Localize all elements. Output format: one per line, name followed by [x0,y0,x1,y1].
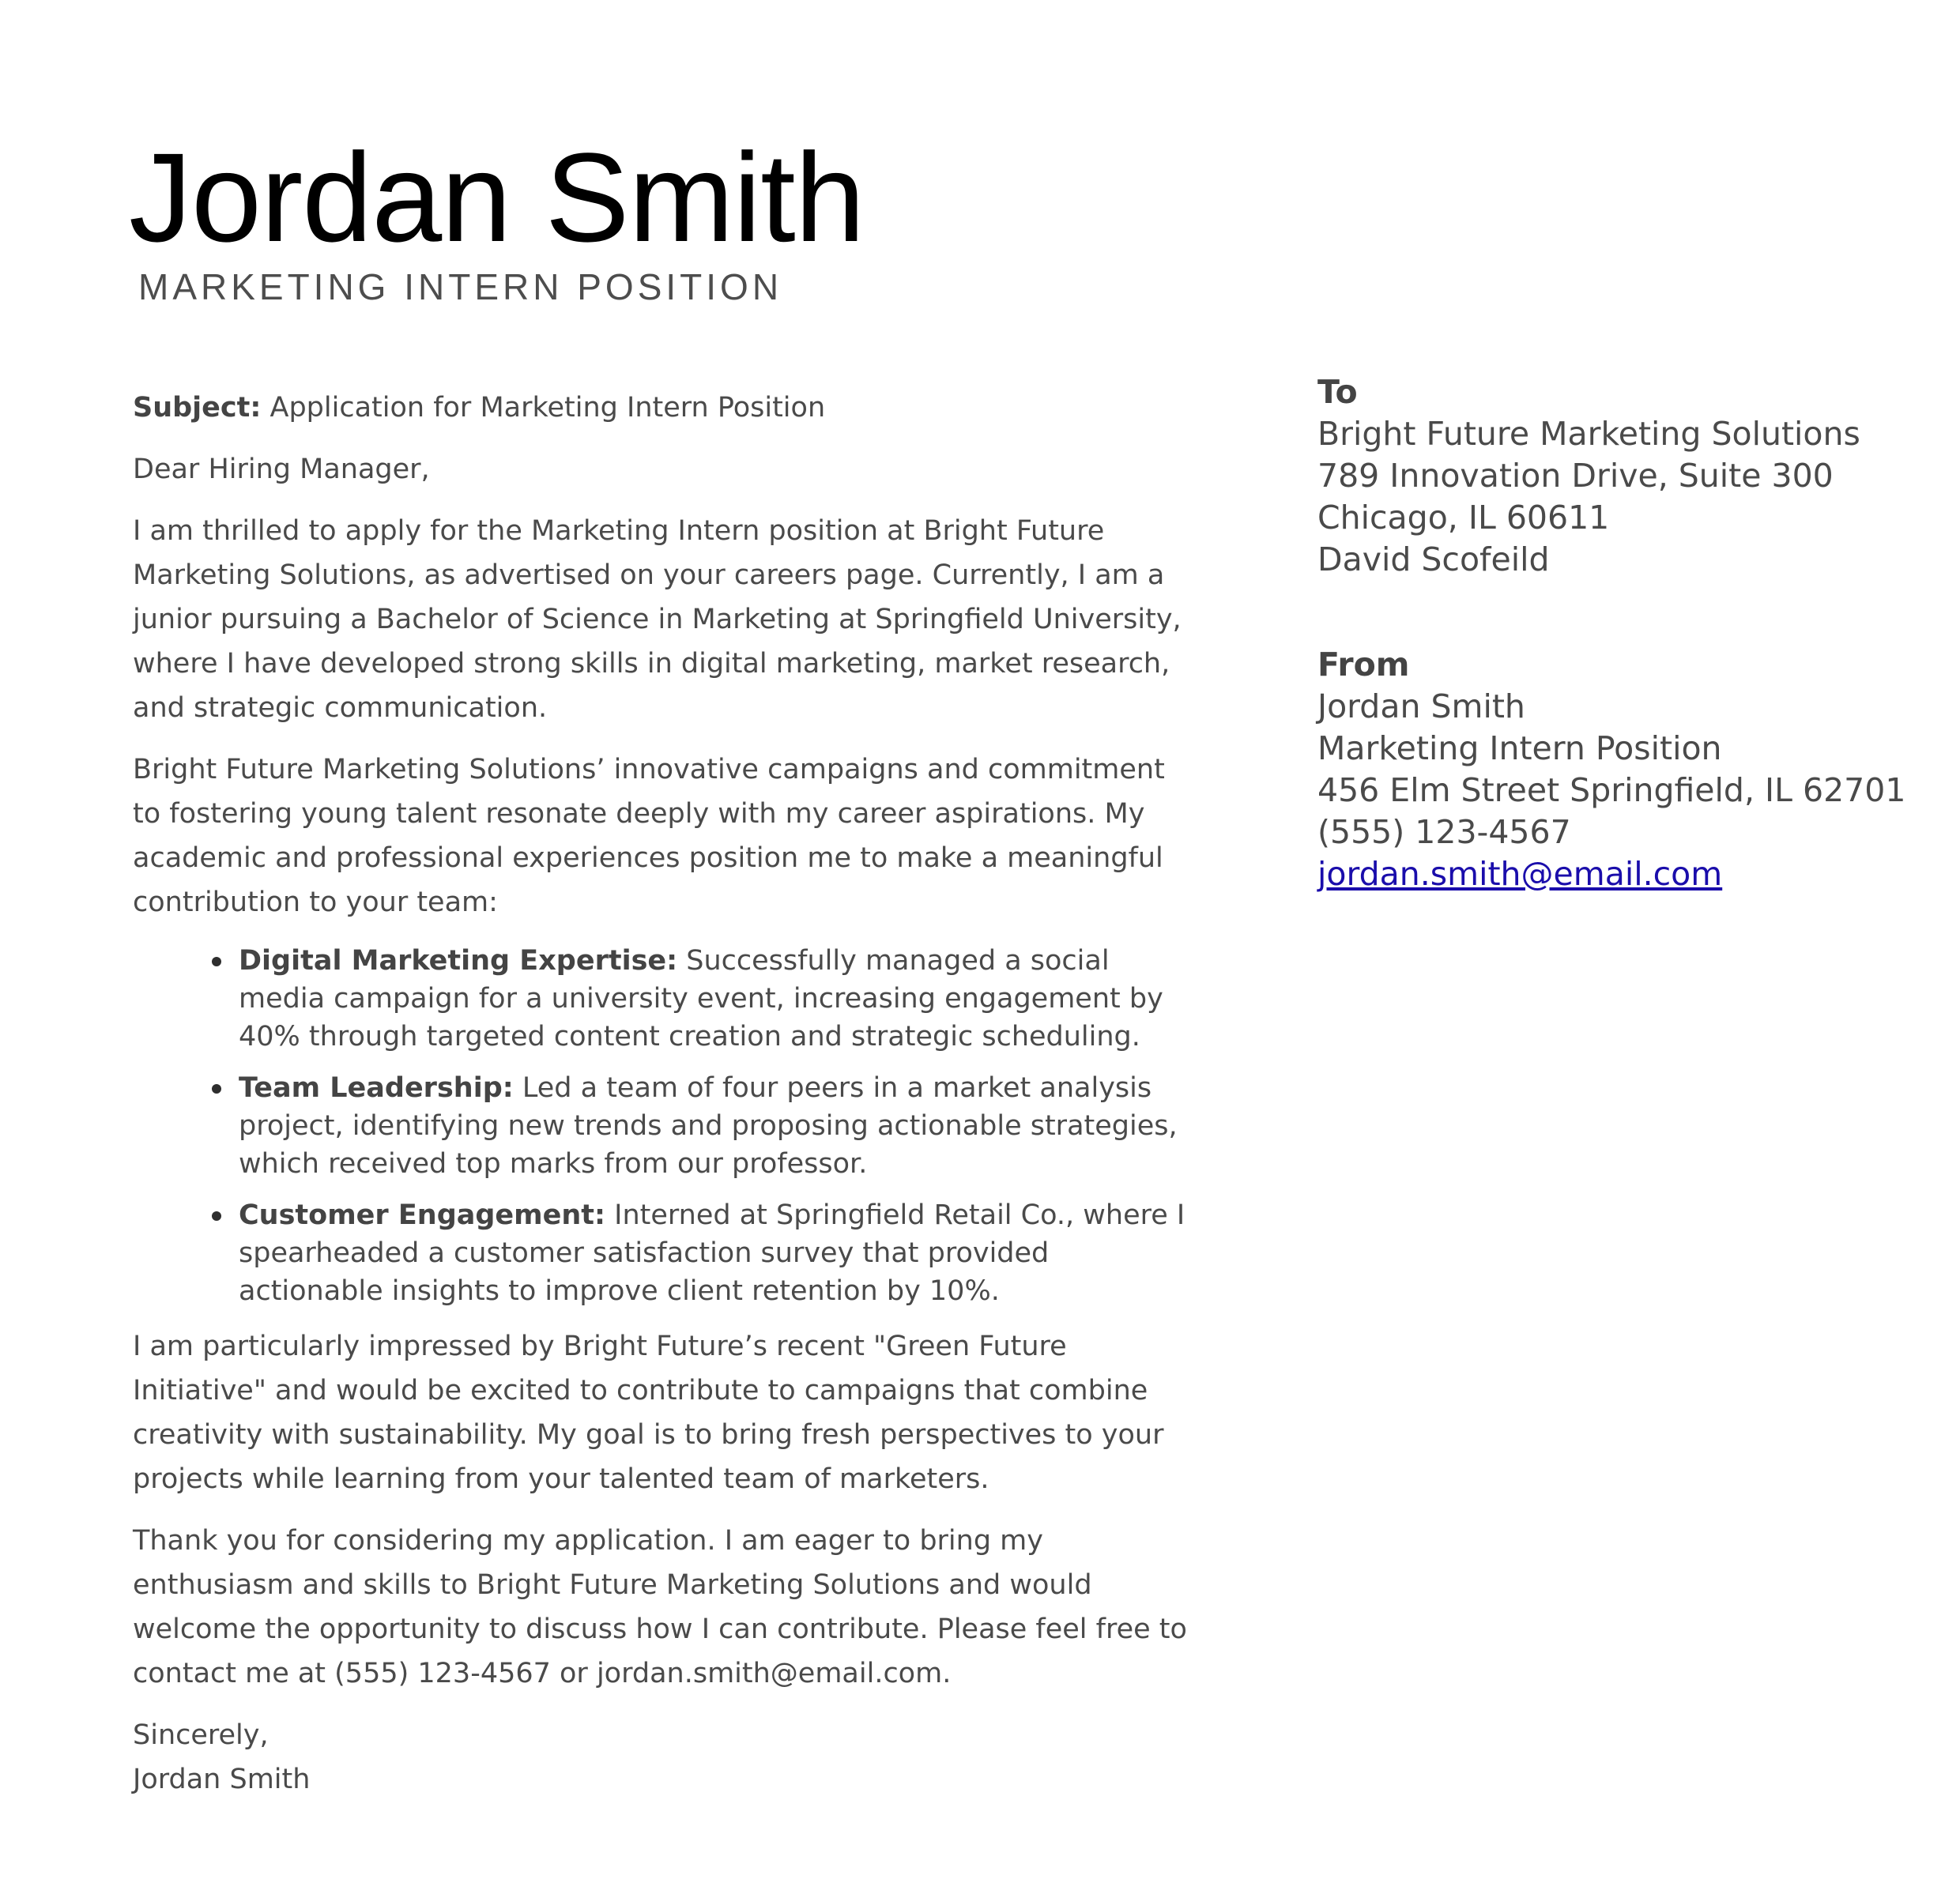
recipient-city: Chicago, IL 60611 [1317,499,1610,537]
recipient-company: Bright Future Marketing Solutions [1317,415,1860,453]
highlight-text: Successfully managed a social media campaign for a university event, increasing engagement by 40% through targeted content creation and strategic scheduling. [239,945,1163,1052]
subject-line [133,386,1200,430]
letter-body [133,386,1200,1819]
sidebar-spacer [1317,581,1942,644]
to-label: To [1317,373,1358,411]
from-label: From [1317,646,1410,683]
paragraph-intro: I am thrilled to apply for the Marketing Intern position at Bright Future Marketing Solutions, as advertised on your careers page. Currently, I am a junior pursuing a Bachelor of Science in Marketing at Springfield University, where I have developed strong skills in digital marketing, market research, and strategic communication. [133,515,1182,724]
paragraph-initiative: I am particularly impressed by Bright Future’s recent "Green Future Initiative" and would be excited to contribute to campaigns that combine creativity with sustainability. My goal is to bring fresh perspectives to your projects while learning from your talented team of marketers. [133,1331,1164,1495]
sender-address: 456 Elm Street Springfield, IL 62701 [1317,771,1906,809]
highlight-title: Customer Engagement: [239,1199,606,1231]
paragraph-motivation: Bright Future Marketing Solutions’ innovative campaigns and commitment to fostering young talent resonate deeply with my career aspirations. My academic and professional experiences position me to make a meaningful contribution to your team: [133,754,1165,918]
highlights-list [133,942,1200,1310]
highlight-text: Led a team of four peers in a market analysis project, identifying new trends and proposing actionable strategies, which received top marks from our professor. [239,1072,1178,1180]
salutation: Dear Hiring Manager, [133,454,430,485]
sender-role: Marketing Intern Position [1317,729,1722,767]
sender-phone: (555) 123-4567 [1317,813,1571,851]
recipient-contact: David Scofeild [1317,540,1550,578]
highlight-text: Interned at Springfield Retail Co., where I spearheaded a customer satisfaction survey that provided actionable insights to improve client retention by 10%. [239,1199,1185,1307]
highlight-item [239,1069,1200,1183]
sender-name: Jordan Smith [1317,687,1525,725]
closing: Sincerely, [133,1719,269,1751]
highlight-title: Digital Marketing Expertise: [239,945,678,977]
signature: Jordan Smith [133,1764,311,1795]
recipient-address: 789 Innovation Drive, Suite 300 [1317,457,1834,495]
subject-label: Subject: [133,392,262,424]
highlight-title: Team Leadership: [239,1072,514,1104]
sender-email-link[interactable]: jordan.smith@email.com [1317,855,1723,893]
highlight-item [239,942,1200,1056]
subject-text: Application for Marketing Intern Position [261,392,826,424]
address-sidebar [1317,371,1942,895]
position-title: MARKETING INTERN POSITION [138,266,783,307]
highlight-item [239,1196,1200,1310]
applicant-name: Jordan Smith [129,126,865,268]
paragraph-thanks: Thank you for considering my application. I am eager to bring my enthusiasm and skills to Bright Future Marketing Solutions and would welcome the opportunity to discuss how I can contribute. Please feel free to contact me at (555) 123-4567 or jordan.smith@email.com. [133,1525,1187,1689]
